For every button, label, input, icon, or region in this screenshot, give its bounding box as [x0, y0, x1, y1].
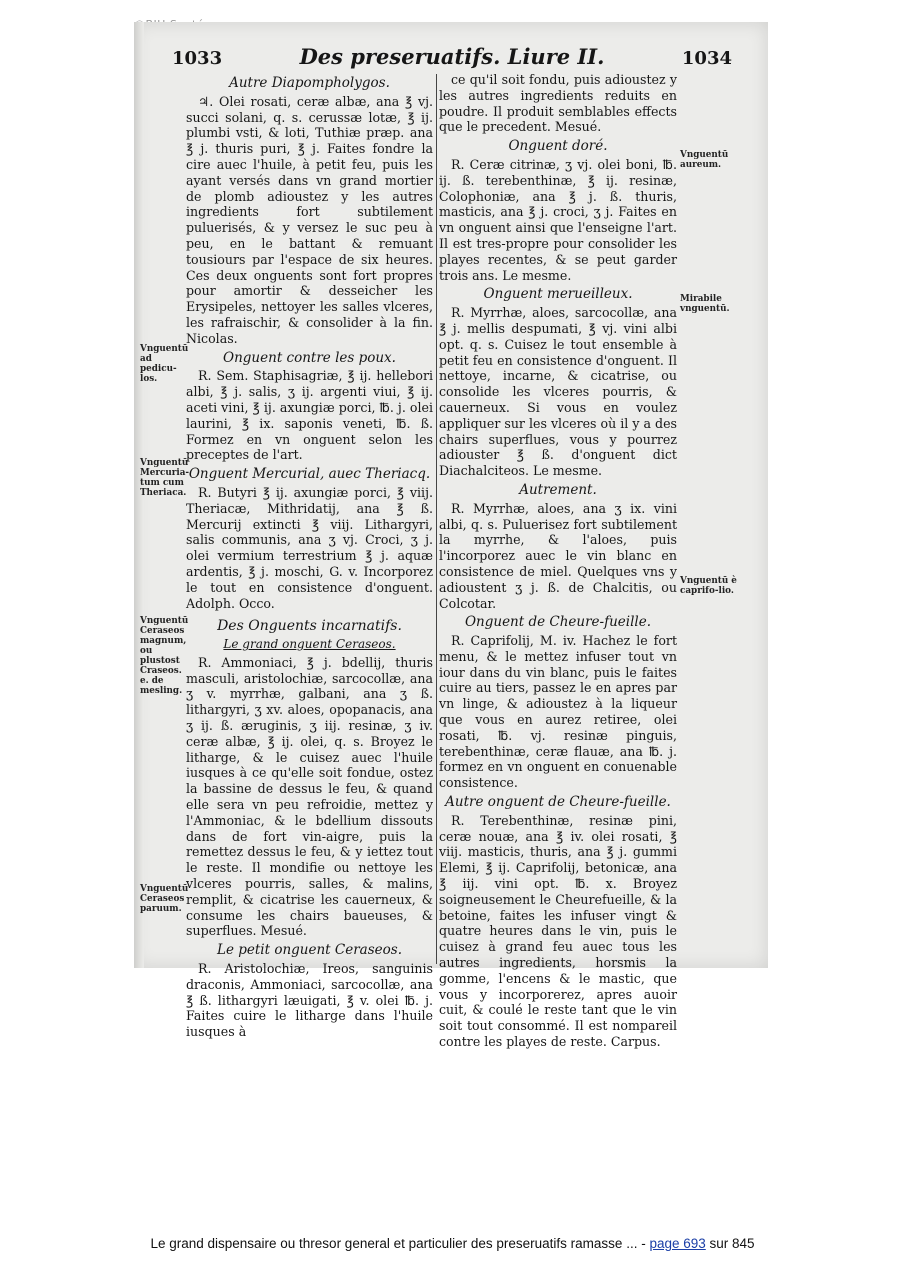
section-heading: Autre Diapompholygos.: [229, 75, 390, 91]
section-heading: Autrement.: [519, 481, 597, 498]
recipe-paragraph: R. Terebenthinæ, resinæ pini, ceræ nouæ, ana ℥ iv. olei rosati, ℥ viij. masticis, thuris, ana ℥ j. gummi Elemi, ℥ ij. Caprifolij, betonicæ, ana ℥ iij. vini opt. ℔. x. Broyez soigneusement le Cheurefueille, & la betoine, faites les infuser vingt & quatre heures dans le vin, puis le cuisez à grand feu auec tous les autres ingredients, horsmis la gomme, l'encens & le mastic, que vous y incorporerez, apres auoir cuit, & coulé le reste tant que le vin soit tout consommé. Il est nompareil contre les playes de reste. Carpus.: [439, 812, 677, 1050]
column-divider: [436, 74, 437, 964]
margin-note-mirabile: Mirabile vnguentū.: [680, 294, 730, 314]
recipe-paragraph: R. Ceræ citrinæ, ʒ vj. olei boni, ℔. ij. ß. terebenthinæ, ℥ ij. resinæ, Colophoniæ, ana ℥ j. ß. thuris, masticis, ana ℥ j. croci, ʒ j. Faites en vn onguent ainsi que l'enseigne l'art. Il est tres-propre pour consolider les playes recentes, & se peut garder trois ans. Le mesme.: [439, 156, 677, 283]
folio-right: 1034: [681, 48, 732, 69]
margin-note-ceraseos-petit: Vnguentū Ceraseos paruum.: [140, 884, 189, 914]
margin-note-ceraseos-grand: Vnguentū Ceraseos magnum, ou plustost Craseos. e. de mesling.: [140, 616, 189, 696]
section-heading: Onguent doré.: [508, 138, 608, 155]
recipe-paragraph: R. Sem. Staphisagriæ, ℥ ij. hellebori albi, ℥ j. salis, ʒ ij. argenti viui, ℥ ij. aceti vini, ℥ ij. axungiæ porci, ℔. j. olei laurini, ℥ ix. saponis veneti, ℔. ß. Formez en vn onguent selon les preceptes de l'art.: [186, 368, 433, 463]
recipe-paragraph: ♃. Olei rosati, ceræ albæ, ana ℥ vj. succi solani, q. s. cerussæ lotæ, ℥ ij. plumbi vsti, & loti, Tuthiæ præp. ana ℥ j. thuris puri, ℥ j. Faites fondre la cire auec l'huile, à petit feu, puis les ayant versés dans vn grand mortier de plomb adioustez y les autres ingredients fort subtilement puluerisés, & y versez le suc peu à peu, en le battant & remuant tousiours par l'espace de six heures. Ces deux onguents sont fort propres pour amortir & desseicher les Erysipeles, nettoyer les salles vlceres, les rafraischir, & consolider à la fin. Nicolas.: [186, 93, 433, 346]
section-heading: Le grand onguent Ceraseos.: [223, 637, 396, 652]
recipe-paragraph: R. Myrrhæ, aloes, sarcocollæ, ana ℥ j. mellis despumati, ℥ vj. vini albi opt. q. s. Cuisez le tout ensemble à petit feu en consistence d'onguent. Il nettoye, incarne, & cicatrise, ou consolide les vlceres pourris, & cauerneux. Si vous en voulez appliquer sur les vlceres où il y a des chairs superflues, vous y pourrez adiouster ℥ ß. d'onguent dict Diachalciteos. Le mesme.: [439, 305, 677, 479]
margin-note-mercurial: Vnguentū Mercuria-tum cum Theriaca.: [140, 458, 190, 498]
footer-page-total: sur 845: [705, 1236, 755, 1251]
section-heading: Onguent Mercurial, auec Theriacq.: [188, 466, 431, 483]
section-heading: Des Onguents incarnatifs.: [217, 618, 402, 635]
folio-left: 1033: [172, 48, 223, 69]
section-heading: Le petit onguent Ceraseos.: [217, 942, 402, 959]
section-heading: Onguent de Cheure-fueille.: [464, 614, 652, 631]
margin-note-poux: Vnguentū ad pedicu-los.: [140, 344, 189, 384]
recipe-paragraph: R. Aristolochiæ, Ireos, sanguinis draconis, Ammoniaci, sarcocollæ, ana ℥ ß. lithargyri læuigati, ℥ v. olei ℔. j. Faites cuire le litharge dans l'huile iusques à: [186, 961, 433, 1040]
section-heading: Onguent merueilleux.: [483, 286, 633, 303]
recipe-paragraph: ce qu'il soit fondu, puis adioustez y les autres ingredients reduits en poudre. Il produit semblables effects que le precedent. Mesué.: [439, 72, 677, 135]
footer-book-title: Le grand dispensaire ou thresor general et particulier des preseruatifs ramasse ... -: [150, 1236, 650, 1251]
recipe-paragraph: R. Butyri ℥ ij. axungiæ porci, ℥ viij. Theriacæ, Mithridatij, ana ℥ ß. Mercurij extincti ℥ viij. Lithargyri, salis communis, ana ʒ vj. Croci, ʒ j. olei vermium terrestrium ℥ j. aquæ ardentis, ℥ j. moschi, G. v. Incorporez le tout en consistence d'onguent. Adolph. Occo.: [186, 484, 433, 611]
recipe-paragraph: R. Ammoniaci, ℥ j. bdellij, thuris masculi, aristolochiæ, sarcocollæ, ana ʒ v. myrrhæ, galbani, ana ʒ ß. lithargyri, ʒ xv. aloes, opopanacis, ana ʒ ij. ß. æruginis, ʒ iij. resinæ, ʒ iv. ceræ albæ, ℥ ij. olei, q. s. Broyez le litharge, & le cuisez auec l'huile iusques à ce qu'elle soit fondue, ostez la bassine de dessus le feu, & quand elle sera vn peu refroidie, mettez y l'Ammoniac, & le bdellium dissouts dans de fort vin-aigre, puis la remettez dessus le feu, & y iettez tout le reste. Il mondifie ou nettoye les vlceres pourris, salles, & malins, remplit, & cicatrise les cauerneux, & consume les chairs baueuses, & superflues. Mesué.: [186, 654, 433, 939]
running-title: Des preseruatifs. Liure II.: [299, 44, 605, 69]
section-heading: Autre onguent de Cheure-fueille.: [445, 794, 671, 811]
recipe-paragraph: R. Caprifolij, M. iv. Hachez le fort menu, & le mettez infuser tout vn iour dans du vin blanc, puis le faites cuire au tiers, passez le en apres par vn linge, & adioustez à la liqueur que vous en aurez retiree, olei rosati, ℔. vj. resinæ pinguis, terebenthinæ, ceræ flauæ, ana ℔. j. formez en vn onguent en conuenable consistence.: [439, 633, 677, 791]
recipe-paragraph: R. Myrrhæ, aloes, ana ʒ ix. vini albi, q. s. Puluerisez fort subtilement la myrrhe, & l'aloes, puis l'incorporez auec le vin blanc en consistence de miel. Quelques vns y adioustent ʒ j. ß. de Chalcitis, ou Colcotar.: [439, 500, 677, 611]
margin-note-aureum: Vnguentū aureum.: [680, 150, 729, 170]
left-column: [186, 72, 433, 1042]
section-heading: Onguent contre les poux.: [223, 349, 396, 366]
right-column: [439, 72, 677, 1052]
page-link[interactable]: page 693: [649, 1236, 706, 1251]
viewer-footer: [0, 1236, 905, 1251]
scanned-page: [134, 22, 768, 1050]
margin-note-caprifolio: Vnguentū è caprifo-lio.: [680, 576, 737, 596]
